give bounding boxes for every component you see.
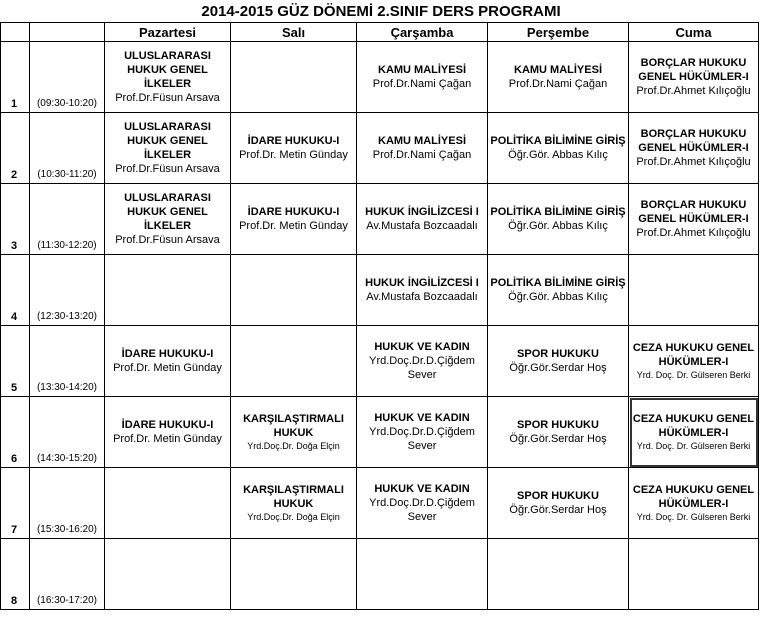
day-header: Salı [231, 23, 357, 42]
course-cell[interactable] [357, 397, 488, 468]
slot-time: (15:30-16:20) [30, 468, 105, 539]
course-cell[interactable] [629, 184, 759, 255]
empty-cell[interactable] [629, 255, 759, 326]
table-row [1, 255, 759, 326]
course-instructor: Yrd. Doç. Dr. Gülseren Berki [636, 511, 751, 522]
empty-cell[interactable] [231, 326, 357, 397]
course-instructor: Yrd.Doç.Dr.D.Çiğdem Sever [369, 355, 475, 381]
table-row [1, 42, 759, 113]
course-cell[interactable] [231, 184, 357, 255]
course-instructor: Prof.Dr. Metin Günday [239, 149, 348, 161]
course-instructor: Öğr.Gör.Serdar Hoş [509, 504, 607, 516]
course-name: İDARE HUKUKU-I [121, 348, 214, 360]
course-name: CEZA HUKUKU GENEL HÜKÜMLER-I [632, 483, 755, 510]
course-name: SPOR HUKUKU [517, 348, 599, 360]
day-header: Cuma [629, 23, 759, 42]
course-name: KAMU MALİYESİ [514, 64, 602, 76]
course-name: ULUSLARARASI HUKUK GENEL İLKELER [124, 121, 211, 161]
corner-cell [1, 23, 30, 42]
course-instructor: Öğr.Gör. Abbas Kılıç [508, 149, 608, 161]
course-cell[interactable] [488, 397, 629, 468]
table-row [1, 326, 759, 397]
slot-time: (11:30-12:20) [30, 184, 105, 255]
course-instructor: Prof.Dr.Nami Çağan [372, 78, 472, 90]
empty-cell[interactable] [357, 539, 488, 610]
course-instructor: Yrd.Doç.Dr. Doğa Elçin [247, 440, 340, 451]
course-instructor: Yrd.Doç.Dr.D.Çiğdem Sever [369, 426, 475, 452]
course-name: KARŞILAŞTIRMALI HUKUK [243, 412, 344, 439]
course-cell[interactable] [105, 184, 231, 255]
course-name: İDARE HUKUKU-I [121, 419, 214, 431]
page-title: 2014-2015 GÜZ DÖNEMİ 2.SINIF DERS PROGRAMI [201, 3, 561, 20]
selected-course-cell[interactable] [629, 397, 759, 468]
course-name: SPOR HUKUKU [517, 419, 599, 431]
course-cell[interactable] [105, 397, 231, 468]
course-cell[interactable] [488, 42, 629, 113]
time-header-cell [30, 23, 105, 42]
course-instructor: Prof.Dr.Ahmet Kılıçoğlu [636, 85, 751, 97]
course-name: BORÇLAR HUKUKU GENEL HÜKÜMLER-I [638, 199, 749, 225]
slot-number: 4 [1, 255, 30, 326]
course-name: POLİTİKA BİLİMİNE GİRİŞ [490, 277, 626, 289]
course-name: HUKUK İNGİLİZCESİ I [365, 277, 479, 289]
header-row [1, 23, 759, 42]
course-cell[interactable] [357, 42, 488, 113]
course-instructor: Prof.Dr.Füsun Arsava [115, 234, 220, 246]
course-cell[interactable] [488, 255, 629, 326]
course-instructor: Prof.Dr. Metin Günday [113, 362, 222, 374]
course-name: İDARE HUKUKU-I [247, 135, 340, 147]
course-name: CEZA HUKUKU GENEL HÜKÜMLER-I [632, 341, 755, 368]
course-instructor: Prof.Dr.Nami Çağan [508, 78, 608, 90]
course-instructor: Öğr.Gör.Serdar Hoş [509, 362, 607, 374]
table-row [1, 539, 759, 610]
course-cell[interactable] [488, 468, 629, 539]
day-header: Perşembe [488, 23, 629, 42]
empty-cell[interactable] [231, 42, 357, 113]
empty-cell[interactable] [105, 255, 231, 326]
course-name: KAMU MALİYESİ [378, 135, 466, 147]
table-row [1, 184, 759, 255]
course-name: BORÇLAR HUKUKU GENEL HÜKÜMLER-I [638, 57, 749, 83]
course-name: HUKUK VE KADIN [374, 341, 470, 353]
slot-number: 6 [1, 397, 30, 468]
course-instructor: Av.Mustafa Bozcaadalı [366, 220, 478, 232]
slot-number: 2 [1, 113, 30, 184]
table-row [1, 113, 759, 184]
course-cell[interactable] [488, 326, 629, 397]
course-cell[interactable] [629, 42, 759, 113]
course-cell[interactable] [357, 184, 488, 255]
course-name: ULUSLARARASI HUKUK GENEL İLKELER [124, 192, 211, 232]
empty-cell[interactable] [105, 468, 231, 539]
schedule-table [0, 22, 759, 610]
empty-cell[interactable] [105, 539, 231, 610]
slot-number: 1 [1, 42, 30, 113]
course-cell[interactable] [629, 326, 759, 397]
table-row [1, 397, 759, 468]
course-instructor: Öğr.Gör. Abbas Kılıç [508, 291, 608, 303]
course-cell[interactable] [629, 113, 759, 184]
course-instructor: Yrd.Doç.Dr.D.Çiğdem Sever [369, 497, 475, 523]
table-row [1, 468, 759, 539]
course-instructor: Yrd. Doç. Dr. Gülseren Berki [636, 440, 751, 451]
slot-number: 3 [1, 184, 30, 255]
course-cell[interactable] [488, 184, 629, 255]
course-instructor: Prof.Dr.Ahmet Kılıçoğlu [636, 227, 751, 239]
course-cell[interactable] [357, 468, 488, 539]
course-cell[interactable] [105, 42, 231, 113]
course-cell[interactable] [105, 113, 231, 184]
course-name: CEZA HUKUKU GENEL HÜKÜMLER-I [632, 412, 755, 439]
course-instructor: Prof.Dr.Füsun Arsava [115, 163, 220, 175]
slot-number: 8 [1, 539, 30, 610]
day-header: Pazartesi [105, 23, 231, 42]
course-cell[interactable] [105, 326, 231, 397]
course-name: POLİTİKA BİLİMİNE GİRİŞ [490, 206, 626, 218]
course-name: HUKUK İNGİLİZCESİ I [365, 206, 479, 218]
course-cell[interactable] [231, 113, 357, 184]
course-instructor: Öğr.Gör.Serdar Hoş [509, 433, 607, 445]
slot-time: (12:30-13:20) [30, 255, 105, 326]
course-name: KARŞILAŞTIRMALI HUKUK [243, 483, 344, 510]
course-cell[interactable] [357, 326, 488, 397]
course-cell[interactable] [231, 468, 357, 539]
course-name: KAMU MALİYESİ [378, 64, 466, 76]
slot-number: 7 [1, 468, 30, 539]
course-instructor: Av.Mustafa Bozcaadalı [366, 291, 478, 303]
course-name: HUKUK VE KADIN [374, 483, 470, 495]
course-name: POLİTİKA BİLİMİNE GİRİŞ [490, 135, 626, 147]
slot-time: (10:30-11:20) [30, 113, 105, 184]
course-cell[interactable] [357, 113, 488, 184]
day-header: Çarşamba [357, 23, 488, 42]
course-name: BORÇLAR HUKUKU GENEL HÜKÜMLER-I [638, 128, 749, 154]
slot-number: 5 [1, 326, 30, 397]
course-cell[interactable] [629, 468, 759, 539]
course-instructor: Öğr.Gör. Abbas Kılıç [508, 220, 608, 232]
slot-time: (14:30-15:20) [30, 397, 105, 468]
course-instructor: Prof.Dr.Nami Çağan [372, 149, 472, 161]
course-name: HUKUK VE KADIN [374, 412, 470, 424]
course-instructor: Yrd.Doç.Dr. Doğa Elçin [247, 511, 340, 522]
course-instructor: Prof.Dr. Metin Günday [239, 220, 348, 232]
empty-cell[interactable] [488, 539, 629, 610]
course-instructor: Prof.Dr. Metin Günday [113, 433, 222, 445]
empty-cell[interactable] [231, 539, 357, 610]
course-cell[interactable] [357, 255, 488, 326]
slot-time: (16:30-17:20) [30, 539, 105, 610]
empty-cell[interactable] [231, 255, 357, 326]
course-name: İDARE HUKUKU-I [247, 206, 340, 218]
course-cell[interactable] [231, 397, 357, 468]
course-instructor: Yrd. Doç. Dr. Gülseren Berki [636, 369, 751, 380]
slot-time: (13:30-14:20) [30, 326, 105, 397]
empty-cell[interactable] [629, 539, 759, 610]
course-instructor: Prof.Dr.Füsun Arsava [115, 92, 220, 104]
course-name: ULUSLARARASI HUKUK GENEL İLKELER [124, 50, 211, 90]
slot-time: (09:30-10:20) [30, 42, 105, 113]
course-instructor: Prof.Dr.Ahmet Kılıçoğlu [636, 156, 751, 168]
course-cell[interactable] [488, 113, 629, 184]
course-name: SPOR HUKUKU [517, 490, 599, 502]
